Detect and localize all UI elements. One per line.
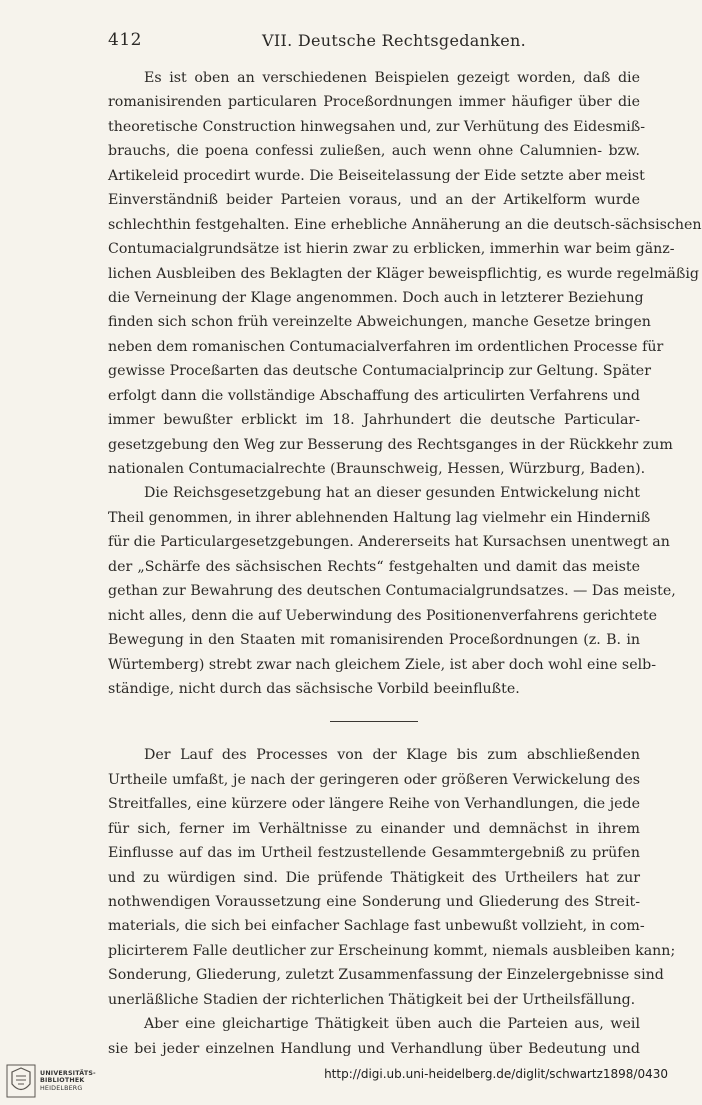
text-line: romanisirenden particularen Proceßordnungen immer häufiger über die <box>108 94 640 111</box>
text-line: Bewegung in den Staaten mit romanisirenden Proceßordnungen (z. B. in <box>108 632 640 649</box>
text-line: gesetzgebung den Weg zur Besserung des Rechtsganges in der Rückkehr zum <box>108 436 673 453</box>
text-line: Artikeleid procedirt wurde. Die Beiseitelassung der Eide setzte aber meist <box>108 167 645 184</box>
text-line: nationalen Contumacialrechte (Braunschweig, Hessen, Würzburg, Baden). <box>108 461 646 477</box>
text-line: Urtheile umfaßt, je nach der geringeren oder größeren Verwickelung des <box>108 771 640 788</box>
text-line: Würtemberg) strebt zwar nach gleichem Ziele, ist aber doch wohl eine selb- <box>108 656 657 673</box>
text-line: nicht alles, denn die auf Ueberwindung des Positionenverfahrens gerichtete <box>108 607 657 624</box>
page-header <box>108 30 640 54</box>
text-line: und zu würdigen sind. Die prüfende Thätigkeit des Urtheilers hat zur <box>108 869 640 886</box>
page-body <box>108 66 702 1061</box>
text-line: nothwendigen Voraussetzung eine Sonderung und Gliederung des Streit- <box>108 894 640 910</box>
text-line: neben dem romanischen Contumacialverfahren im ordentlichen Processe für <box>108 338 664 355</box>
library-name-line1: UNIVERSITÄTS- <box>40 1070 96 1078</box>
text-line: theoretische Construction hinwegsahen und, zur Verhütung des Eidesmiß- <box>108 118 646 135</box>
text-line: Contumacialgrundsätze ist hierin zwar zu erblicken, immerhin war beim gänz- <box>108 241 675 258</box>
text-line: der „Schärfe des sächsischen Rechts“ festgehalten und damit das meiste <box>108 558 640 575</box>
text-line: schlechthin festgehalten. Eine erhebliche Annäherung an die deutsch-sächsischen <box>108 216 702 233</box>
text-line: die Verneinung der Klage angenommen. Doch auch in letzterer Beziehung <box>108 289 644 306</box>
text-line: Es ist oben an verschiedenen Beispielen gezeigt worden, daß die <box>144 70 640 86</box>
running-head: VII. Deutsche Rechtsgedanken. <box>262 31 526 50</box>
text-line: lichen Ausbleiben des Beklagten der Kläger beweispflichtig, es wurde regelmäßig <box>108 265 699 282</box>
text-line: Theil genommen, in ihrer ablehnenden Haltung lag vielmehr ein Hinderniß <box>108 509 651 526</box>
text-line: materials, die sich bei einfacher Sachlage fast unbewußt vollzieht, in com- <box>108 918 645 935</box>
text-line: Sonderung, Gliederung, zuletzt Zusammenfassung der Einzelergebnisse sind <box>108 967 664 984</box>
text-line: brauchs, die poena confessi zuließen, auch wenn ohne Calumnien- bzw. <box>108 143 640 160</box>
library-name <box>40 1070 96 1092</box>
separator-rule <box>330 721 418 722</box>
library-name-line2: BIBLIOTHEK <box>40 1077 85 1085</box>
text-line: sie bei jeder einzelnen Handlung und Verhandlung über Bedeutung und <box>108 1040 640 1057</box>
source-url-link[interactable]: http://digi.ub.uni-heidelberg.de/diglit/schwartz1898/0430 <box>324 1067 668 1081</box>
paragraph-3 <box>108 743 676 1012</box>
text-line: Streitfalles, eine kürzere oder längere Reihe von Verhandlungen, die jede <box>108 796 640 813</box>
text-line: Aber eine gleichartige Thätigkeit üben auch die Parteien aus, weil <box>144 1016 640 1033</box>
text-line: plicirterem Falle deutlicher zur Erscheinung kommt, niemals ausbleiben kann; <box>108 942 676 959</box>
paragraph-4 <box>108 1012 640 1061</box>
page-number: 412 <box>108 30 142 50</box>
text-line: immer bewußter erblickt im 18. Jahrhundert die deutsche Particular- <box>108 412 640 429</box>
text-line: gethan zur Bewahrung des deutschen Contumacialgrundsatzes. — Das meiste, <box>108 583 676 600</box>
text-line: unerläßliche Stadien der richterlichen Thätigkeit bei der Urtheilsfällung. <box>108 991 636 1008</box>
text-line: Einflusse auf das im Urtheil festzustellende Gesammtergebniß zu prüfen <box>108 845 640 862</box>
text-line: Einverständniß beider Parteien voraus, und an der Artikelform wurde <box>108 192 640 209</box>
library-seal-icon <box>6 1064 36 1098</box>
paragraph-2 <box>108 481 676 701</box>
text-line: für sich, ferner im Verhältnisse zu einander und demnächst in ihrem <box>108 820 640 837</box>
text-line: gewisse Proceßarten das deutsche Contumacialprincip zur Geltung. Später <box>108 363 651 380</box>
library-logo <box>6 1064 96 1098</box>
text-line: erfolgt dann die vollständige Abschaffung des articulirten Verfahrens und <box>108 387 640 404</box>
text-line: finden sich schon früh vereinzelte Abweichungen, manche Gesetze bringen <box>108 314 651 331</box>
section-separator <box>108 701 640 743</box>
paragraph-1 <box>108 66 702 481</box>
text-line: Die Reichsgesetzgebung hat an dieser gesunden Entwickelung nicht <box>144 485 640 502</box>
library-name-line3: HEIDELBERG <box>40 1084 83 1092</box>
text-line: Der Lauf des Processes von der Klage bis zum abschließenden <box>144 747 640 764</box>
text-line: für die Particulargesetzgebungen. Andererseits hat Kursachsen unentwegt an <box>108 534 670 551</box>
text-line: ständige, nicht durch das sächsische Vorbild beeinflußte. <box>108 680 520 697</box>
